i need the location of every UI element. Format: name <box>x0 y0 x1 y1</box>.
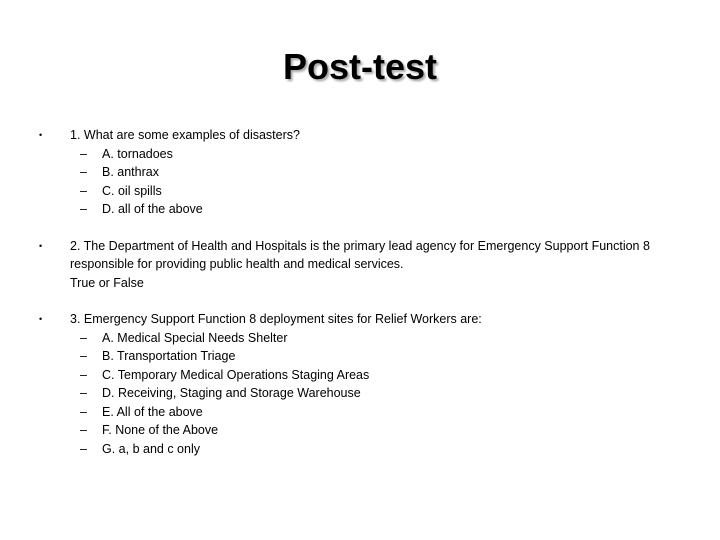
option-item <box>70 145 706 164</box>
question-2-answer-line: True or False <box>70 275 144 290</box>
option-item <box>70 347 706 366</box>
dash-icon: – <box>80 183 87 198</box>
question-3-text: 3. Emergency Support Function 8 deployment sites for Relief Workers are: <box>70 312 482 326</box>
option-label: C. Temporary Medical Operations Staging Areas <box>102 367 370 382</box>
option-item <box>70 182 706 201</box>
question-2-text: 2. The Department of Health and Hospitals is the primary lead agency for Emergency Support Function 8 responsible for providing public health and medical services. <box>70 238 650 271</box>
option-item <box>70 329 706 348</box>
dash-icon: – <box>80 386 87 400</box>
option-label: B. Transportation Triage <box>102 349 236 363</box>
option-label: E. All of the above <box>102 404 203 419</box>
question-3 <box>36 310 706 458</box>
dash-icon: – <box>80 330 87 345</box>
question-1-text: 1. What are some examples of disasters? <box>70 128 300 142</box>
dash-icon: – <box>80 423 87 437</box>
option-item <box>70 366 706 385</box>
dash-icon: – <box>80 441 87 456</box>
option-label: G. a, b and c only <box>102 441 200 456</box>
dash-icon: – <box>80 349 87 363</box>
question-2 <box>36 237 706 293</box>
option-item <box>70 421 706 440</box>
option-label: C. oil spills <box>102 183 162 198</box>
option-item <box>70 403 706 422</box>
option-label: B. anthrax <box>102 165 159 179</box>
dash-icon: – <box>80 202 87 216</box>
dash-icon: – <box>80 367 87 382</box>
option-label: F. None of the Above <box>102 423 219 437</box>
option-item <box>70 200 706 219</box>
bullet-icon: • <box>39 314 43 324</box>
dash-icon: – <box>80 404 87 419</box>
dash-icon: – <box>80 165 87 179</box>
option-item <box>70 440 706 459</box>
slide-title: Post-test <box>282 46 438 87</box>
bullet-icon: • <box>39 240 43 251</box>
option-label: A. tornadoes <box>102 146 173 161</box>
question-3-options <box>70 329 706 459</box>
bullet-icon: • <box>39 130 43 140</box>
question-1 <box>36 126 706 219</box>
dash-icon: – <box>80 146 87 161</box>
option-item <box>70 384 706 403</box>
option-label: D. Receiving, Staging and Storage Warehouse <box>102 386 361 400</box>
question-list <box>36 126 706 458</box>
question-1-options <box>70 145 706 219</box>
option-label: A. Medical Special Needs Shelter <box>102 330 288 345</box>
option-label: D. all of the above <box>102 202 203 216</box>
option-item <box>70 163 706 182</box>
